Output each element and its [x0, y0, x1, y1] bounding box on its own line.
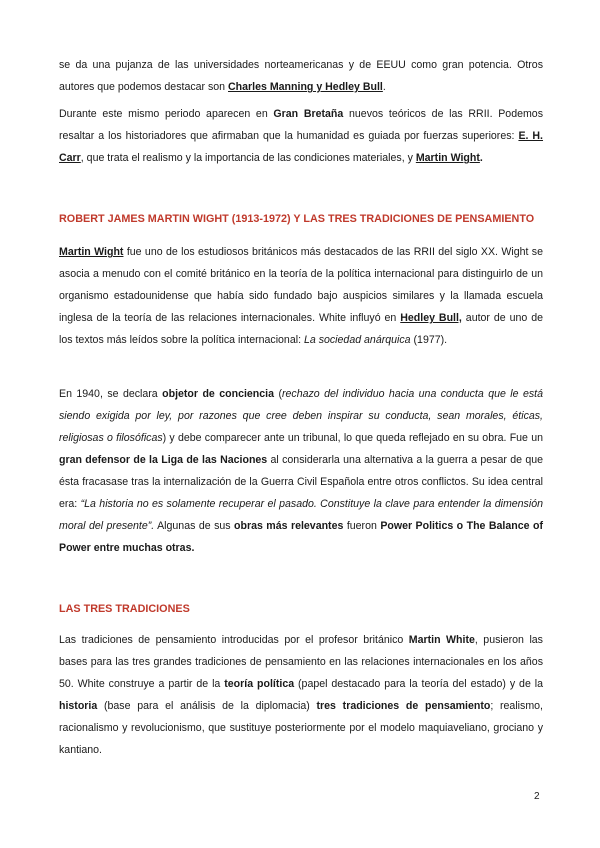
text: al considerarla una alternativa a la guerra a pesar de que ésta fracasase tras la internalización de la Guerra Civil Española entre otros conflictos. Su idea central era: [59, 454, 543, 510]
section-heading-wight: ROBERT JAMES MARTIN WIGHT (1913-1972) Y LAS TRES TRADICIONES DE PENSAMIENTO [59, 213, 535, 225]
paragraph-great-britain [59, 103, 543, 169]
emphasis: historia [59, 700, 98, 712]
text: ; realismo, racionalismo y revolucionismo, que sustituye posteriormente por el modelo maquiaveliano, grociano y kantiano. [59, 700, 543, 756]
text: o [453, 520, 467, 532]
text: . [479, 152, 483, 164]
emphasis: teoría política [224, 678, 295, 690]
text: autor de uno de los textos más leídos sobre la política internacional: [59, 312, 543, 346]
text: Algunas de sus [154, 520, 234, 532]
page-number: 2 [534, 791, 540, 802]
author-names: Charles Manning y Hedley Bull [228, 81, 383, 93]
author-wight: Martin Wight [415, 152, 480, 164]
book-title: The Balance of Power entre muchas otras. [59, 520, 543, 554]
text: (papel destacado para la teoría del estado) y de la [294, 678, 543, 690]
book-title: Power Politics [380, 520, 454, 532]
quote: “La historia no es solamente recuperar el pasado. Constituye la clave para entender la dimensión moral del presente”. [59, 498, 543, 532]
paragraph-wight-intro [59, 241, 543, 351]
text: fueron [343, 520, 381, 532]
text: fue uno de los estudiosos británicos más destacados de las RRII del siglo XX. Wight se asocia a menudo con el comité británico en la teoría de la política internacional para distinguirlo de un organismo estadounidense que había sido fundado bajo auspicios similares y la llamada escuela inglesa de la teoría de las relaciones internacionales. White influyó en [59, 246, 543, 324]
term: objetor de conciencia [162, 388, 275, 400]
emphasis: gran defensor de la Liga de las Naciones [59, 454, 268, 466]
book-title: La sociedad anárquica [303, 334, 411, 346]
paragraph-us-universities [59, 54, 543, 98]
country-name: Gran Bretaña [273, 108, 344, 120]
text: Durante este mismo periodo aparecen en [59, 108, 274, 120]
text: . [382, 81, 386, 93]
text: , que trata el realismo y la importancia de las condiciones materiales, y [80, 152, 416, 164]
text: ) y debe comparecer ante un tribunal, lo que queda reflejado en su obra. Fue un [162, 432, 543, 444]
text: (1977). [410, 334, 448, 346]
author-wight: Martin Wight [59, 246, 124, 258]
emphasis: obras más relevantes [234, 520, 344, 532]
author-name: Martin White [408, 634, 475, 646]
author-bull: Hedley Bull, [400, 312, 462, 324]
text: nuevos teóricos de las RRII. Podemos resaltar a los historiadores que afirmaban que la humanidad es guiada por fuerzas superiores: [59, 108, 543, 142]
paragraph-conscientious-objector [59, 383, 543, 559]
text: (base para el análisis de la diplomacia) [97, 700, 317, 712]
text: En 1940, se declara [59, 388, 163, 400]
text: Las tradiciones de pensamiento introducidas por el profesor británico [59, 634, 409, 646]
emphasis: tres tradiciones de pensamiento [316, 700, 491, 712]
section-heading-three-traditions: LAS TRES TRADICIONES [59, 603, 190, 615]
author-carr: E. H. Carr [59, 130, 544, 164]
definition: rechazo del individuo hacia una conducta que le está siendo exigida por ley, por razones que cree deben inspirar su conducta, sean morales, éticas, religiosas o filosóficas [59, 388, 543, 444]
paragraph-three-traditions [59, 629, 543, 761]
text: se da una pujanza de las universidades norteamericanas y de EEUU como gran potencia. Otros autores que podemos destacar son [59, 59, 543, 93]
text: ( [274, 388, 282, 400]
text: , pusieron las bases para las tres grandes tradiciones de pensamiento en las relaciones internacionales en los años 50. White construye a partir de la [59, 634, 543, 690]
